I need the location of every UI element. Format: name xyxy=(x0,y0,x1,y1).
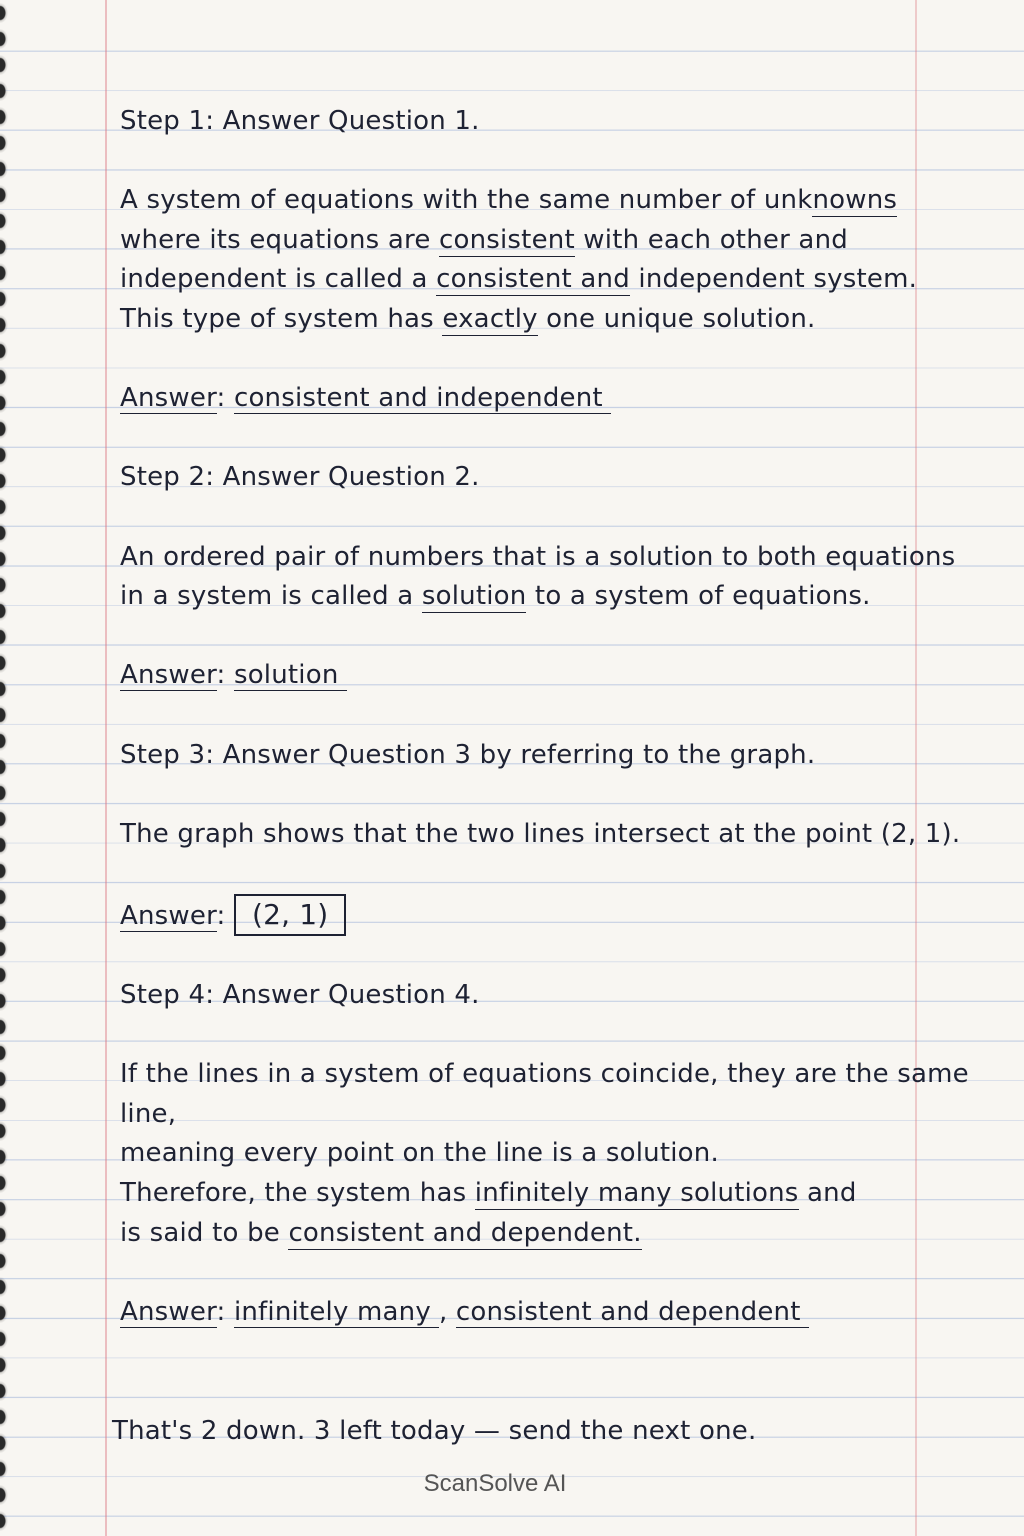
answer-value: infinitely many xyxy=(234,1297,439,1328)
text: A system of equations with the same number of unk xyxy=(120,185,813,216)
step4-heading: Step 4: Answer Question 4. xyxy=(120,980,480,1011)
step2-answer xyxy=(120,656,980,696)
colon: : xyxy=(216,383,234,414)
text: one unique solution. xyxy=(537,303,816,334)
step1-line3 xyxy=(120,260,980,300)
step1-heading: Step 1: Answer Question 1. xyxy=(120,106,480,136)
text: independent is called a xyxy=(120,264,437,295)
text: and xyxy=(798,1178,857,1209)
text: independent system. xyxy=(629,264,918,295)
text: with each other and xyxy=(574,224,848,255)
brand-watermark: ScanSolve AI xyxy=(423,1470,567,1497)
underlined-text: consistent xyxy=(438,224,575,255)
underlined-text: infinitely many solutions xyxy=(474,1178,799,1209)
step2-line2 xyxy=(120,577,980,617)
text: where its equations are xyxy=(120,224,439,255)
step2-heading: Step 2: Answer Question 2. xyxy=(120,462,480,493)
footer-note: That's 2 down. 3 left today — send the next one. xyxy=(112,1415,757,1446)
solution-content xyxy=(112,102,980,1451)
step3-line1: The graph shows that the two lines intersect at the point (2, 1). xyxy=(120,818,961,849)
colon: : xyxy=(216,900,234,931)
colon: : xyxy=(216,1296,234,1327)
underlined-text: nowns xyxy=(812,185,898,216)
spiral-binding xyxy=(0,0,14,1536)
step4-line3 xyxy=(120,1174,980,1214)
step3-answer xyxy=(120,894,980,937)
underlined-text: solution xyxy=(421,581,527,612)
answer-label: Answer xyxy=(120,660,217,691)
step4-line2: meaning every point on the line is a solution. xyxy=(120,1138,719,1169)
step1-line1 xyxy=(120,181,980,221)
step1-line4 xyxy=(120,300,980,340)
margin-line xyxy=(105,0,107,1536)
text: Therefore, the system has xyxy=(120,1178,475,1209)
underlined-text: consistent and xyxy=(436,264,630,295)
answer-label: Answer xyxy=(120,1296,217,1327)
text: is said to be xyxy=(120,1217,289,1248)
step3-heading: Step 3: Answer Question 3 by referring to the graph. xyxy=(120,739,816,770)
step2-line1: An ordered pair of numbers that is a solution to both equations xyxy=(120,541,956,572)
step4-answer xyxy=(120,1293,980,1333)
text: to a system of equations. xyxy=(526,581,871,612)
step4-line1: If the lines in a system of equations coincide, they are the same line, xyxy=(120,1059,969,1129)
colon: : xyxy=(216,660,234,691)
underlined-text: exactly xyxy=(442,303,538,334)
answer-value: consistent and independent xyxy=(234,383,611,414)
answer-value: consistent and dependent xyxy=(456,1297,809,1328)
answer-value: solution xyxy=(234,660,347,691)
text: This type of system has xyxy=(120,303,443,334)
underlined-text: consistent and dependent. xyxy=(288,1217,642,1248)
step4-line4 xyxy=(120,1214,980,1254)
separator: , xyxy=(438,1296,456,1327)
answer-label: Answer xyxy=(120,383,217,414)
step1-line2 xyxy=(120,221,980,261)
text: in a system is called a xyxy=(120,581,422,612)
step1-answer xyxy=(120,379,980,419)
boxed-answer: (2, 1) xyxy=(234,894,346,936)
answer-label: Answer xyxy=(120,900,217,931)
